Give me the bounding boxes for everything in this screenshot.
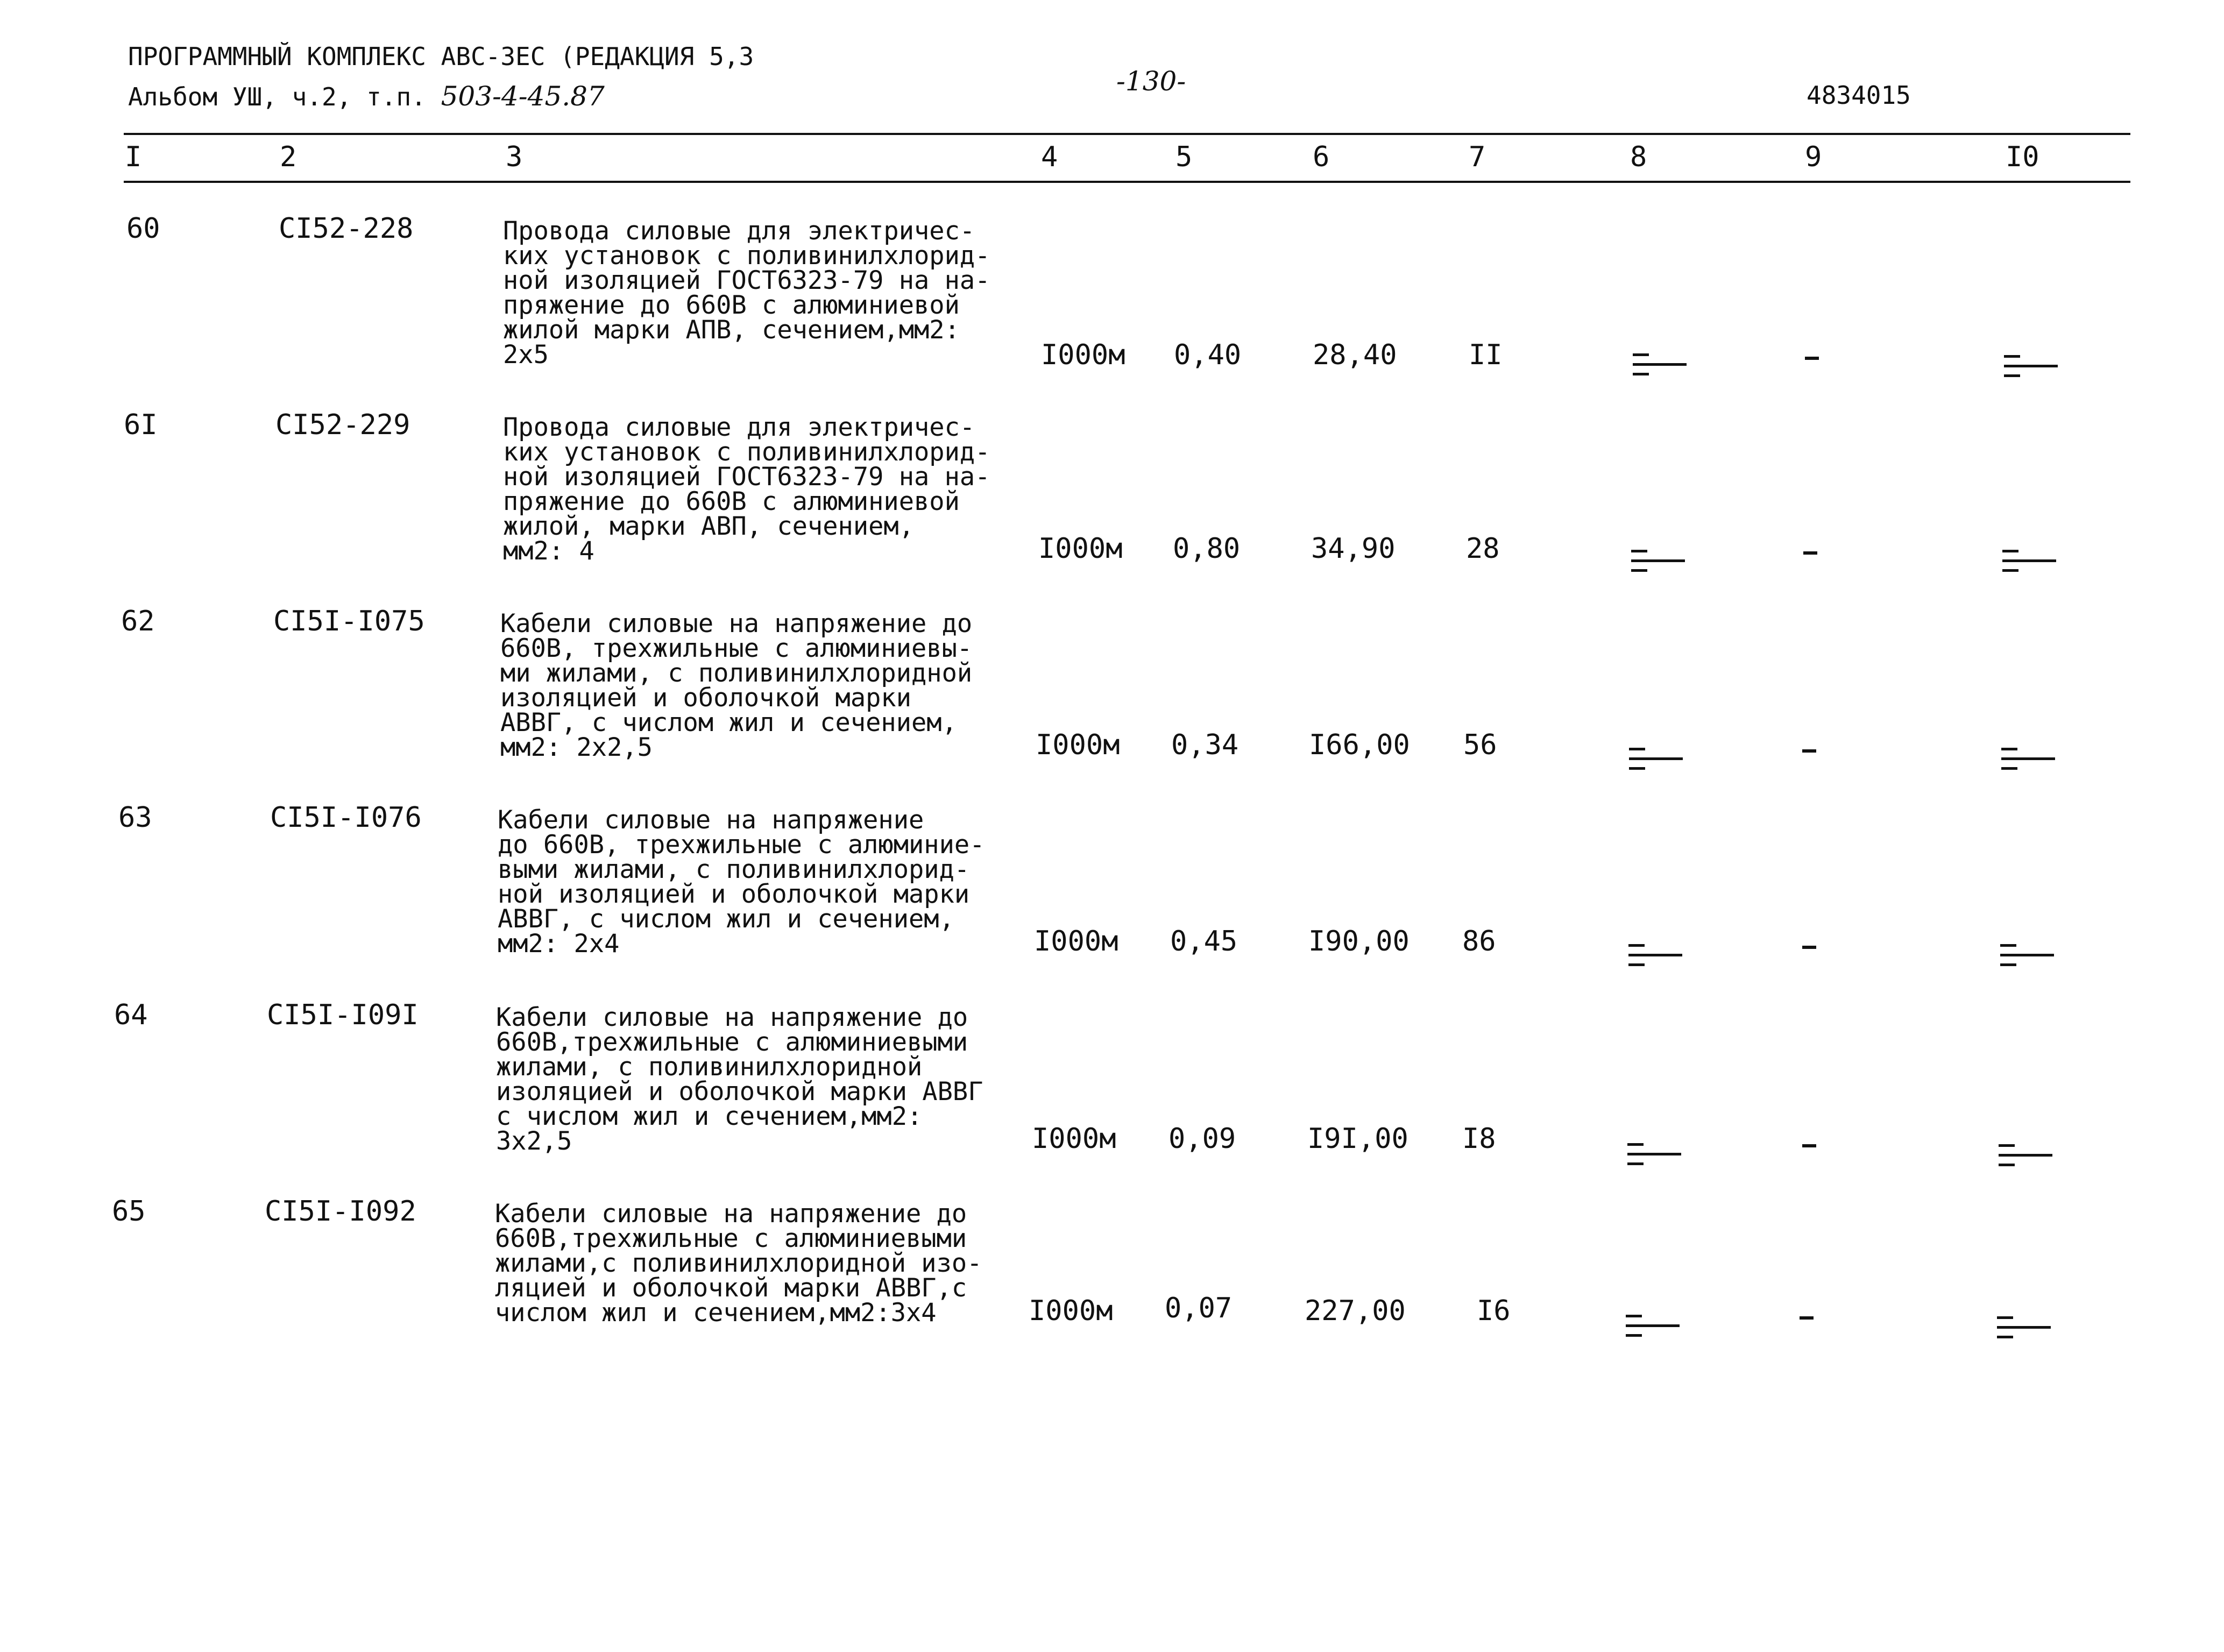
empty-dash — [1802, 749, 1816, 753]
item-description: Кабели силовые на напряжение до 660В, трехжильные с алюминие- выми жилами, с поливинилхлорид- ной изоляцией и оболочкой марки АВВГ, с числом жил и сечением, мм2: 2х4 — [498, 805, 985, 959]
table-row — [0, 409, 2224, 602]
item-value-7: I8 — [1462, 1123, 1496, 1155]
ditto-mark — [2001, 748, 2044, 769]
column-heading-8: 8 — [1630, 141, 1647, 173]
column-heading-4: 4 — [1041, 141, 1058, 173]
item-quantity: 0,09 — [1168, 1123, 1236, 1155]
column-heading-7: 7 — [1469, 141, 1486, 173]
item-code: CI52-229 — [275, 409, 410, 441]
ditto-mark — [1628, 944, 1671, 966]
row-number: 60 — [126, 212, 160, 245]
column-heading-3: 3 — [506, 141, 523, 173]
column-heading-9: 9 — [1805, 141, 1822, 173]
item-price: 28,40 — [1313, 339, 1397, 371]
empty-dash — [1800, 1316, 1814, 1320]
column-heading-5: 5 — [1175, 141, 1193, 173]
header-bottom-rule — [124, 181, 2130, 183]
header-project-number: 503-4-45.87 — [441, 81, 605, 112]
item-quantity: 0,45 — [1170, 925, 1238, 958]
item-price: I9I,00 — [1307, 1123, 1408, 1155]
row-number: 65 — [112, 1195, 146, 1228]
item-unit: I000м — [1032, 1123, 1116, 1155]
ditto-mark — [2002, 550, 2045, 571]
page-number: -130- — [1116, 66, 1186, 97]
header-line-2 — [128, 81, 605, 112]
item-description: Кабели силовые на напряжение до 660В,трехжильные с алюминиевыми жилами,с поливинилхлоридной изо- ляцией и оболочкой марки АВВГ,с числом жил и сечением,мм2:3х4 — [495, 1199, 982, 1328]
empty-dash — [1802, 1144, 1816, 1147]
item-code: CI52-228 — [279, 212, 414, 245]
item-description: Кабели силовые на напряжение до 660В,трехжильные с алюминиевыми жилами, с поливинилхлоридной изоляцией и оболочкой марки АВВГ с числом жил и сечением,мм2: 3х2,5 — [496, 1003, 983, 1156]
ditto-mark — [2000, 944, 2043, 966]
item-description: Провода силовые для электричес- ких установок с поливинилхлорид- ной изоляцией ГОСТ6323-79 на на- пряжение до 660В с алюминиевой жилой марки АПВ, сечением,мм2: 2х5 — [503, 216, 990, 370]
ditto-mark — [1629, 748, 1672, 769]
item-price: 34,90 — [1311, 533, 1396, 565]
header-top-rule — [124, 133, 2130, 135]
empty-dash — [1802, 946, 1816, 949]
row-number: 6I — [124, 409, 158, 441]
item-quantity: 0,80 — [1173, 533, 1241, 565]
item-value-7: 28 — [1466, 533, 1500, 565]
item-code: CI5I-I076 — [270, 802, 422, 834]
item-description: Провода силовые для электричес- ких установок с поливинилхлорид- ной изоляцией ГОСТ6323-79 на на- пряжение до 660В с алюминиевой жилой, марки АВП, сечением, мм2: 4 — [503, 413, 990, 566]
row-number: 62 — [121, 605, 155, 637]
table-row — [0, 802, 2224, 995]
header-album-ref: Альбом УШ, ч.2, т.п. — [128, 82, 426, 111]
column-heading-2: 2 — [280, 141, 297, 173]
ditto-mark — [1627, 1143, 1670, 1165]
row-number: 63 — [118, 802, 152, 834]
ditto-mark — [2004, 355, 2047, 377]
table-row — [0, 999, 2224, 1193]
document-number: 4834015 — [1807, 81, 1911, 110]
item-description: Кабели силовые на напряжение до 660В, трехжильные с алюминиевы- ми жилами, с поливинилхлоридной изоляцией и оболочкой марки АВВГ, с числом жил и сечением, мм2: 2х2,5 — [500, 609, 973, 762]
item-value-7: I6 — [1477, 1295, 1511, 1327]
table-row — [0, 605, 2224, 799]
ditto-mark — [1631, 550, 1674, 571]
item-quantity: 0,40 — [1174, 339, 1242, 371]
item-code: CI5I-I09I — [267, 999, 419, 1031]
item-unit: I000м — [1041, 339, 1125, 371]
item-price: 227,00 — [1305, 1295, 1406, 1327]
item-unit: I000м — [1038, 533, 1123, 565]
ditto-mark — [1997, 1316, 2040, 1338]
item-quantity: 0,07 — [1165, 1292, 1233, 1324]
item-unit: I000м — [1029, 1295, 1113, 1327]
ditto-mark — [1626, 1315, 1669, 1336]
item-value-7: II — [1469, 339, 1503, 371]
empty-dash — [1803, 551, 1817, 555]
header-line-1: ПРОГРАММНЫЙ КОМПЛЕКС АВС-ЗЕС (РЕДАКЦИЯ 5,3 — [128, 42, 754, 71]
column-heading-6: 6 — [1313, 141, 1330, 173]
table-row — [0, 1195, 2224, 1389]
item-quantity: 0,34 — [1171, 729, 1239, 761]
item-unit: I000м — [1036, 729, 1120, 761]
ditto-mark — [1633, 353, 1676, 375]
ditto-mark — [1999, 1144, 2042, 1166]
column-heading-10: I0 — [2006, 141, 2039, 173]
item-unit: I000м — [1034, 925, 1118, 958]
item-price: I66,00 — [1309, 729, 1410, 761]
item-code: CI5I-I092 — [265, 1195, 416, 1228]
row-number: 64 — [114, 999, 148, 1031]
item-value-7: 86 — [1462, 925, 1496, 958]
column-heading-1: I — [125, 141, 142, 173]
item-value-7: 56 — [1463, 729, 1497, 761]
empty-dash — [1805, 357, 1819, 360]
table-row — [0, 212, 2224, 406]
item-price: I90,00 — [1308, 925, 1410, 958]
item-code: CI5I-I075 — [273, 605, 425, 637]
